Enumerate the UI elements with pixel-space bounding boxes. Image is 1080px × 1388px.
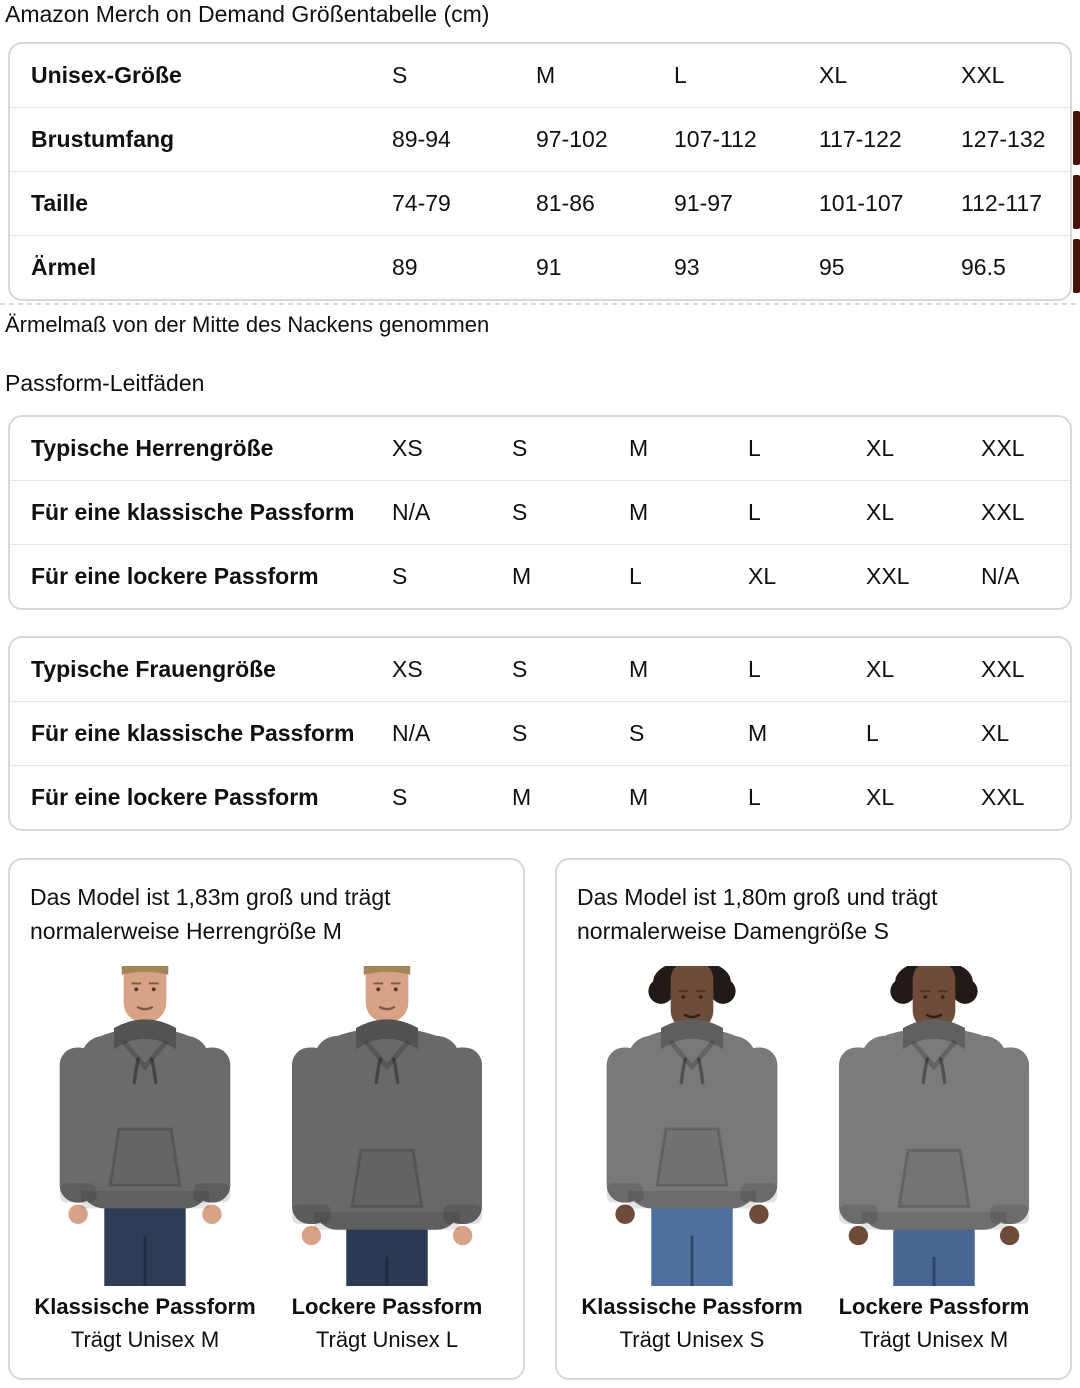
- sleeve-measure-note: Ärmelmaß von der Mitte des Nackens genommen: [5, 312, 490, 337]
- table-cell: 89-94: [392, 126, 451, 152]
- table-cell: XXL: [866, 563, 910, 589]
- table-cell: M: [629, 656, 649, 682]
- table-row: [10, 544, 1070, 608]
- row-label: Brustumfang: [31, 126, 175, 152]
- table-cell: L: [748, 656, 761, 682]
- model-figure-classic: [577, 966, 807, 1353]
- table-cell: S: [512, 435, 528, 461]
- table-cell: N/A: [392, 499, 431, 525]
- table-cell: 107-112: [674, 126, 757, 152]
- model-figure-classic: [30, 966, 260, 1353]
- womens-fit-table[interactable]: [8, 636, 1072, 831]
- table-cell: S: [392, 62, 408, 88]
- table-cell: 95: [819, 254, 845, 280]
- table-cell: 101-107: [819, 190, 904, 216]
- table-cell: 117-122: [819, 126, 902, 152]
- table-cell: S: [392, 784, 408, 810]
- table-cell: S: [512, 720, 528, 746]
- table-cell: XS: [392, 656, 423, 682]
- table-cell: 91-97: [674, 190, 733, 216]
- table-cell: 93: [674, 254, 700, 280]
- table-cell: N/A: [392, 720, 431, 746]
- table-cell: XS: [392, 435, 423, 461]
- table-cell: XL: [748, 563, 777, 589]
- row-label: Unisex-Größe: [31, 62, 182, 88]
- table-cell: S: [512, 499, 528, 525]
- table-cell: XL: [981, 720, 1010, 746]
- model-photo: [819, 966, 1049, 1286]
- table-scrollbar-thumb[interactable]: [1073, 175, 1080, 229]
- table-cell: S: [512, 656, 528, 682]
- table-scrollbar-thumb[interactable]: [1073, 111, 1080, 165]
- page-title: Amazon Merch on Demand Größentabelle (cm): [5, 1, 490, 27]
- table-row: [10, 44, 1070, 107]
- table-cell: 127-132: [961, 126, 1046, 152]
- model-figure-loose: [272, 966, 502, 1353]
- row-label: Typische Herrengröße: [31, 435, 274, 461]
- table-cell: XL: [819, 62, 848, 88]
- table-row: [10, 765, 1070, 829]
- mens-fit-table[interactable]: [8, 415, 1072, 610]
- row-label: Für eine lockere Passform: [31, 563, 319, 589]
- model-description: Das Model ist 1,80m groß und trägt normalerweise Damengröße S: [577, 884, 938, 944]
- fit-size-worn: Trägt Unisex M: [859, 1327, 1009, 1352]
- table-cell: S: [629, 720, 645, 746]
- table-cell: L: [866, 720, 879, 746]
- fit-caption: Lockere Passform: [838, 1294, 1030, 1319]
- row-label: Für eine klassische Passform: [31, 499, 355, 525]
- model-figure-loose: [819, 966, 1049, 1353]
- row-label: Für eine lockere Passform: [31, 784, 319, 810]
- table-scrollbar-thumb[interactable]: [1073, 239, 1080, 293]
- table-cell: M: [629, 435, 649, 461]
- table-cell: XXL: [981, 499, 1025, 525]
- table-cell: 81-86: [536, 190, 595, 216]
- table-row: [10, 235, 1070, 299]
- fit-caption: Klassische Passform: [581, 1294, 803, 1319]
- table-cell: 89: [392, 254, 418, 280]
- mens-model-card: [8, 858, 525, 1380]
- fit-size-worn: Trägt Unisex S: [619, 1327, 765, 1352]
- table-row: [10, 107, 1070, 171]
- table-cell: XL: [866, 499, 895, 525]
- table-cell: 97-102: [536, 126, 608, 152]
- table-cell: XXL: [981, 656, 1025, 682]
- fit-caption: Klassische Passform: [34, 1294, 256, 1319]
- dashed-divider: [0, 303, 1080, 305]
- model-photo: [272, 966, 502, 1286]
- table-row: [10, 480, 1070, 544]
- fit-size-worn: Trägt Unisex L: [315, 1327, 459, 1352]
- table-row: [10, 701, 1070, 765]
- row-label: Taille: [31, 190, 89, 216]
- table-cell: L: [674, 62, 687, 88]
- table-cell: XXL: [981, 784, 1025, 810]
- fit-caption: Lockere Passform: [291, 1294, 483, 1319]
- table-cell: M: [512, 563, 532, 589]
- table-cell: XXL: [981, 435, 1025, 461]
- table-cell: 112-117: [961, 190, 1042, 216]
- row-label: Ärmel: [31, 254, 97, 280]
- womens-model-card: [555, 858, 1072, 1380]
- table-cell: M: [748, 720, 768, 746]
- table-cell: 91: [536, 254, 562, 280]
- table-cell: XL: [866, 784, 895, 810]
- table-cell: N/A: [981, 563, 1020, 589]
- table-cell: M: [629, 784, 649, 810]
- table-row: [10, 638, 1070, 701]
- table-cell: 74-79: [392, 190, 451, 216]
- table-cell: L: [748, 499, 761, 525]
- row-label: Für eine klassische Passform: [31, 720, 355, 746]
- table-cell: XL: [866, 656, 895, 682]
- table-cell: M: [512, 784, 532, 810]
- table-cell: L: [629, 563, 642, 589]
- fit-guides-heading: Passform-Leitfäden: [5, 370, 205, 396]
- table-cell: L: [748, 784, 761, 810]
- model-photo: [30, 966, 260, 1286]
- model-photo: [577, 966, 807, 1286]
- fit-size-worn: Trägt Unisex M: [70, 1327, 220, 1352]
- table-cell: 96.5: [961, 254, 1006, 280]
- table-row: [10, 171, 1070, 235]
- table-cell: M: [629, 499, 649, 525]
- table-cell: XL: [866, 435, 895, 461]
- model-description: Das Model ist 1,83m groß und trägt normalerweise Herrengröße M: [30, 884, 391, 944]
- table-cell: L: [748, 435, 761, 461]
- row-label: Typische Frauengröße: [31, 656, 276, 682]
- table-cell: S: [392, 563, 408, 589]
- table-cell: M: [536, 62, 556, 88]
- unisex-size-table[interactable]: [8, 42, 1072, 301]
- table-cell: XXL: [961, 62, 1005, 88]
- table-row: [10, 417, 1070, 480]
